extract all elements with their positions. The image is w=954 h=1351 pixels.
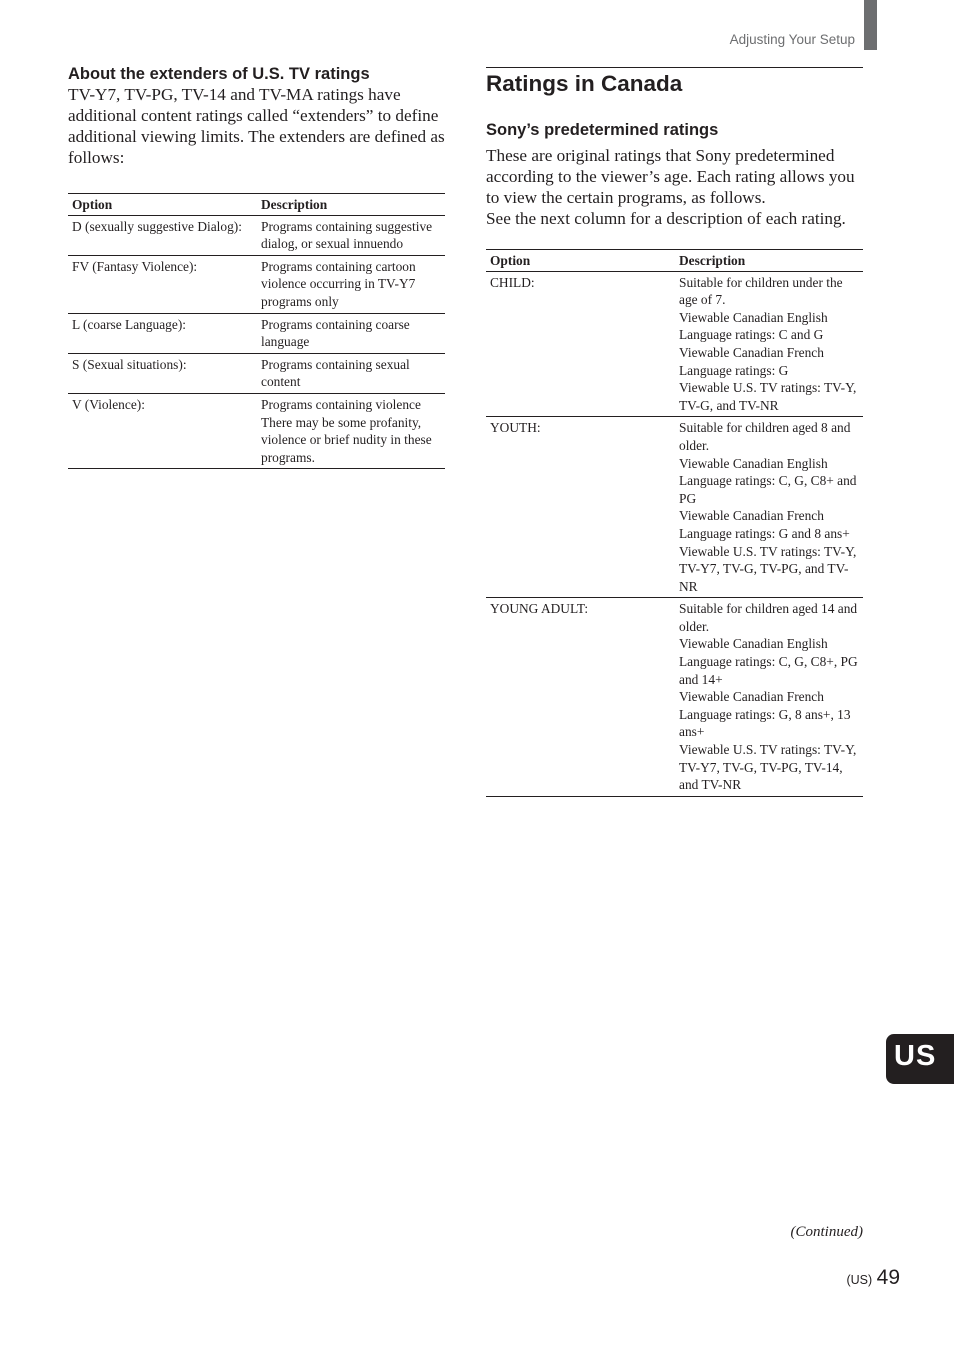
description-line: Viewable Canadian French Language ratings: G (679, 344, 824, 378)
description-line: Suitable for children aged 8 and older. (679, 420, 851, 453)
region-tab-label: US (894, 1040, 937, 1072)
description-line: Suitable for children under the age of 7. (679, 274, 843, 308)
predetermined-heading: Sony’s predetermined ratings (486, 121, 719, 139)
option-cell: V (Violence): (68, 393, 257, 468)
page-prefix: (US) (846, 1273, 873, 1287)
description-line: Viewable Canadian English Language ratings: C, G, C8+ and PG (679, 455, 857, 506)
running-header: Adjusting Your Setup (729, 32, 855, 47)
page-number-value: 49 (876, 1266, 900, 1289)
description-line: Viewable U.S. TV ratings: TV-Y, TV-Y7, TV-G, TV-PG, and TV-NR (679, 543, 857, 594)
option-cell: S (Sexual situations): (68, 353, 257, 393)
description-line: Viewable Canadian French Language ratings: G, 8 ans+, 13 ans+ (679, 689, 851, 740)
left-column (68, 64, 445, 168)
canada-ratings-table (486, 249, 863, 797)
page-number (846, 1266, 900, 1290)
description-line: Viewable Canadian English Language ratings: C, G, C8+, PG and 14+ (679, 636, 858, 687)
description-cell (675, 417, 863, 598)
body-paragraph: These are original ratings that Sony predetermined according to the viewer’s age. Each rating allows you to view the certain programs, as follows. (486, 146, 855, 207)
extenders-table-body (68, 215, 445, 469)
body-paragraph: See the next column for a description of each rating. (486, 209, 846, 228)
description-cell (675, 598, 863, 797)
option-cell: YOUNG ADULT: (486, 598, 675, 797)
description-line: Viewable U.S. TV ratings: TV-Y, TV-Y7, TV-G, TV-PG, TV-14, and TV-NR (679, 742, 857, 793)
column-header-option: Option (68, 194, 257, 216)
option-cell: FV (Fantasy Violence): (68, 255, 257, 313)
table-row (68, 215, 445, 255)
right-column (486, 67, 863, 229)
canada-ratings-table-body (486, 271, 863, 796)
extenders-table (68, 193, 445, 469)
table-row (68, 353, 445, 393)
table-row (486, 417, 863, 598)
description-line: Viewable U.S. TV ratings: TV-Y, TV-G, and TV-NR (679, 380, 857, 413)
option-cell: YOUTH: (486, 417, 675, 598)
table-row (486, 598, 863, 797)
option-cell: D (sexually suggestive Dialog): (68, 215, 257, 255)
extenders-paragraph: TV-Y7, TV-PG, TV-14 and TV-MA ratings have additional content ratings called “extenders” to define additional viewing limits. The extenders are defined as follows: (68, 85, 445, 167)
predetermined-body (486, 145, 863, 229)
table-row (486, 271, 863, 417)
column-header-option: Option (486, 250, 675, 272)
description-line: Programs containing suggestive dialog, or sexual innuendo (261, 218, 433, 252)
description-line: Suitable for children aged 14 and older. (679, 601, 858, 634)
description-line: Viewable Canadian French Language ratings: G and 8 ans+ (679, 508, 850, 541)
description-line: Programs containing violence (261, 396, 421, 412)
table-row (68, 393, 445, 468)
header-tab-bar (864, 0, 877, 50)
description-line: Programs containing cartoon violence occurring in TV-Y7 programs only (261, 258, 416, 309)
column-header-description: Description (675, 250, 863, 272)
table-header-row (68, 194, 445, 216)
extenders-heading: About the extenders of U.S. TV ratings (68, 65, 370, 83)
continued-note: (Continued) (790, 1224, 863, 1240)
table-header-row (486, 250, 863, 272)
description-cell (257, 255, 445, 313)
option-cell: CHILD: (486, 271, 675, 417)
region-tab (886, 1034, 954, 1084)
description-cell (257, 393, 445, 468)
description-cell (257, 215, 445, 255)
description-line: Programs containing coarse language (261, 316, 410, 350)
table-row (68, 313, 445, 353)
description-line: Programs containing sexual content (261, 356, 410, 390)
table-row (68, 255, 445, 313)
description-line: Viewable Canadian English Language ratings: C and G (679, 309, 828, 343)
option-cell: L (coarse Language): (68, 313, 257, 353)
description-cell (257, 353, 445, 393)
description-line: There may be some profanity, violence or brief nudity in these programs. (261, 414, 432, 465)
column-header-description: Description (257, 194, 445, 216)
description-cell (675, 271, 863, 417)
section-title: Ratings in Canada (486, 71, 683, 96)
description-cell (257, 313, 445, 353)
